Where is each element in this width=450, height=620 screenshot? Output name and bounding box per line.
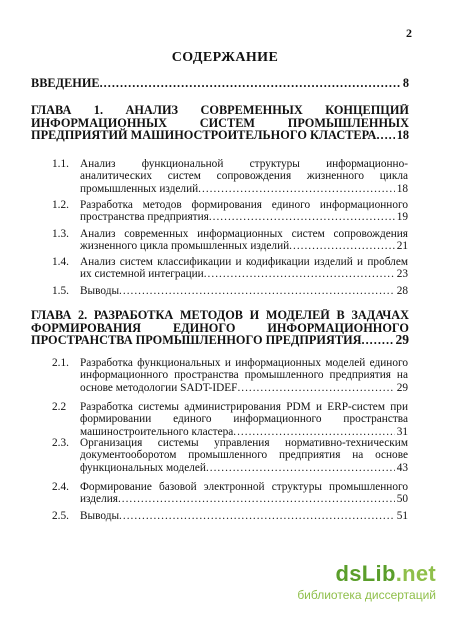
entry-line: Формирование базовой электронной структуры промышленного [80,481,408,493]
section-number: 1.2. [52,199,69,211]
watermark [297,561,436,602]
page-ref: 29 [396,381,408,394]
toc-entry-chapter-1[interactable] [31,104,409,142]
page-ref: 50 [396,493,408,506]
entry-line: аналитических систем сопровождения жизненного цикла [80,170,408,183]
entry-line: изделия [80,493,118,506]
entry-line: ГЛАВА 1. АНАЛИЗ СОВРЕМЕННЫХ КОНЦЕПЦИЙ [31,104,409,117]
page-ref: 31 [396,425,408,438]
entry-line: основе методологии SADT-IDEF [80,381,238,394]
entry-line: машиностроительного кластера [80,425,234,438]
entry-line: ФОРМИРОВАНИЯ ЕДИНОГО ИНФОРМАЦИОННОГО [31,321,409,335]
entry-line: Анализ систем классификации и кодификации изделий и проблем [80,256,408,268]
entry-line: Разработка функциональных и информационных моделей единого [80,357,408,369]
entry-line: ПРОСТРАНСТВА ПРОМЫШЛЕННОГО ПРЕДПРИЯТИЯ [31,333,362,348]
entry-line: информационного пространства промышленного предприятия на [80,369,408,382]
page-ref: 23 [396,268,408,281]
entry-line: промышленных изделий [80,182,199,195]
toc-entry-1-3[interactable] [52,228,408,253]
page-ref: 43 [396,461,408,474]
watermark-logo: dsLib.net [335,561,436,586]
page-ref: 19 [396,211,408,224]
entry-line: Выводы [80,510,120,522]
page-ref: 29 [395,332,409,348]
entry-line: Организация системы управления нормативно-техническим [80,437,408,449]
section-number: 2.1. [52,357,69,369]
toc-title: СОДЕРЖАНИЕ [171,50,279,65]
toc-entry-chapter-2[interactable] [31,309,409,347]
toc-entry-2-1[interactable] [52,357,408,394]
toc-entry-1-2[interactable] [52,199,408,224]
entry-line: документооборотом промышленного предприятия на основе [80,449,408,462]
toc-entry-2-3[interactable] [52,437,408,474]
toc-entry-2-2[interactable] [52,401,408,438]
entry-line: Выводы [80,285,120,297]
section-number: 2.2 [52,401,67,413]
entry-line: пространства предприятия [80,211,209,224]
section-number: 1.3. [52,228,69,240]
page-ref: 28 [396,285,408,297]
page-ref: 21 [396,240,408,253]
toc-entry-2-4[interactable] [52,481,408,506]
section-number: 1.5. [52,285,69,297]
section-number: 2.5. [52,510,69,522]
page-number: 2 [406,26,412,40]
entry-line: ГЛАВА 2. РАЗРАБОТКА МЕТОДОВ И МОДЕЛЕЙ В ЗАДАЧАХ [31,309,409,322]
entry-line: функциональных моделей [80,461,206,474]
page-ref: 18 [396,128,409,143]
entry-line: Разработка системы администрирования PDM и ERP-систем при [80,401,408,413]
entry-text: ВВЕДЕНИЕ [31,76,100,90]
watermark-subtitle: библиотека диссертаций [297,588,436,602]
page-ref: 51 [396,510,408,522]
entry-line: их системной интеграции [80,268,204,281]
toc-entry-2-5[interactable] [52,510,408,522]
toc-entry-1-4[interactable] [52,256,408,281]
entry-line: формировании единого информационного пространства [80,413,408,426]
entry-line: Разработка методов формирования единого информационного [80,199,408,211]
section-number: 1.1. [52,158,69,170]
toc-entry-1-5[interactable] [52,285,408,297]
entry-line: Анализ современных информационных систем сопровождения [80,228,408,240]
section-number: 2.3. [52,437,69,449]
page-ref: 8 [402,76,409,90]
entry-line: ИНФОРМАЦИОННЫХ СИСТЕМ ПРОМЫШЛЕННЫХ [31,116,409,130]
section-number: 1.4. [52,256,69,268]
entry-line: ПРЕДПРИЯТИЙ МАШИНОСТРОИТЕЛЬНОГО КЛАСТЕРА [31,128,377,143]
entry-line: жизненного цикла промышленных изделий [80,240,290,253]
page-ref: 18 [396,182,408,195]
toc-entry-intro[interactable] [31,77,409,90]
entry-line: Анализ функциональной структуры информационно- [80,158,408,170]
section-number: 2.4. [52,481,69,493]
toc-entry-1-1[interactable] [52,158,408,195]
